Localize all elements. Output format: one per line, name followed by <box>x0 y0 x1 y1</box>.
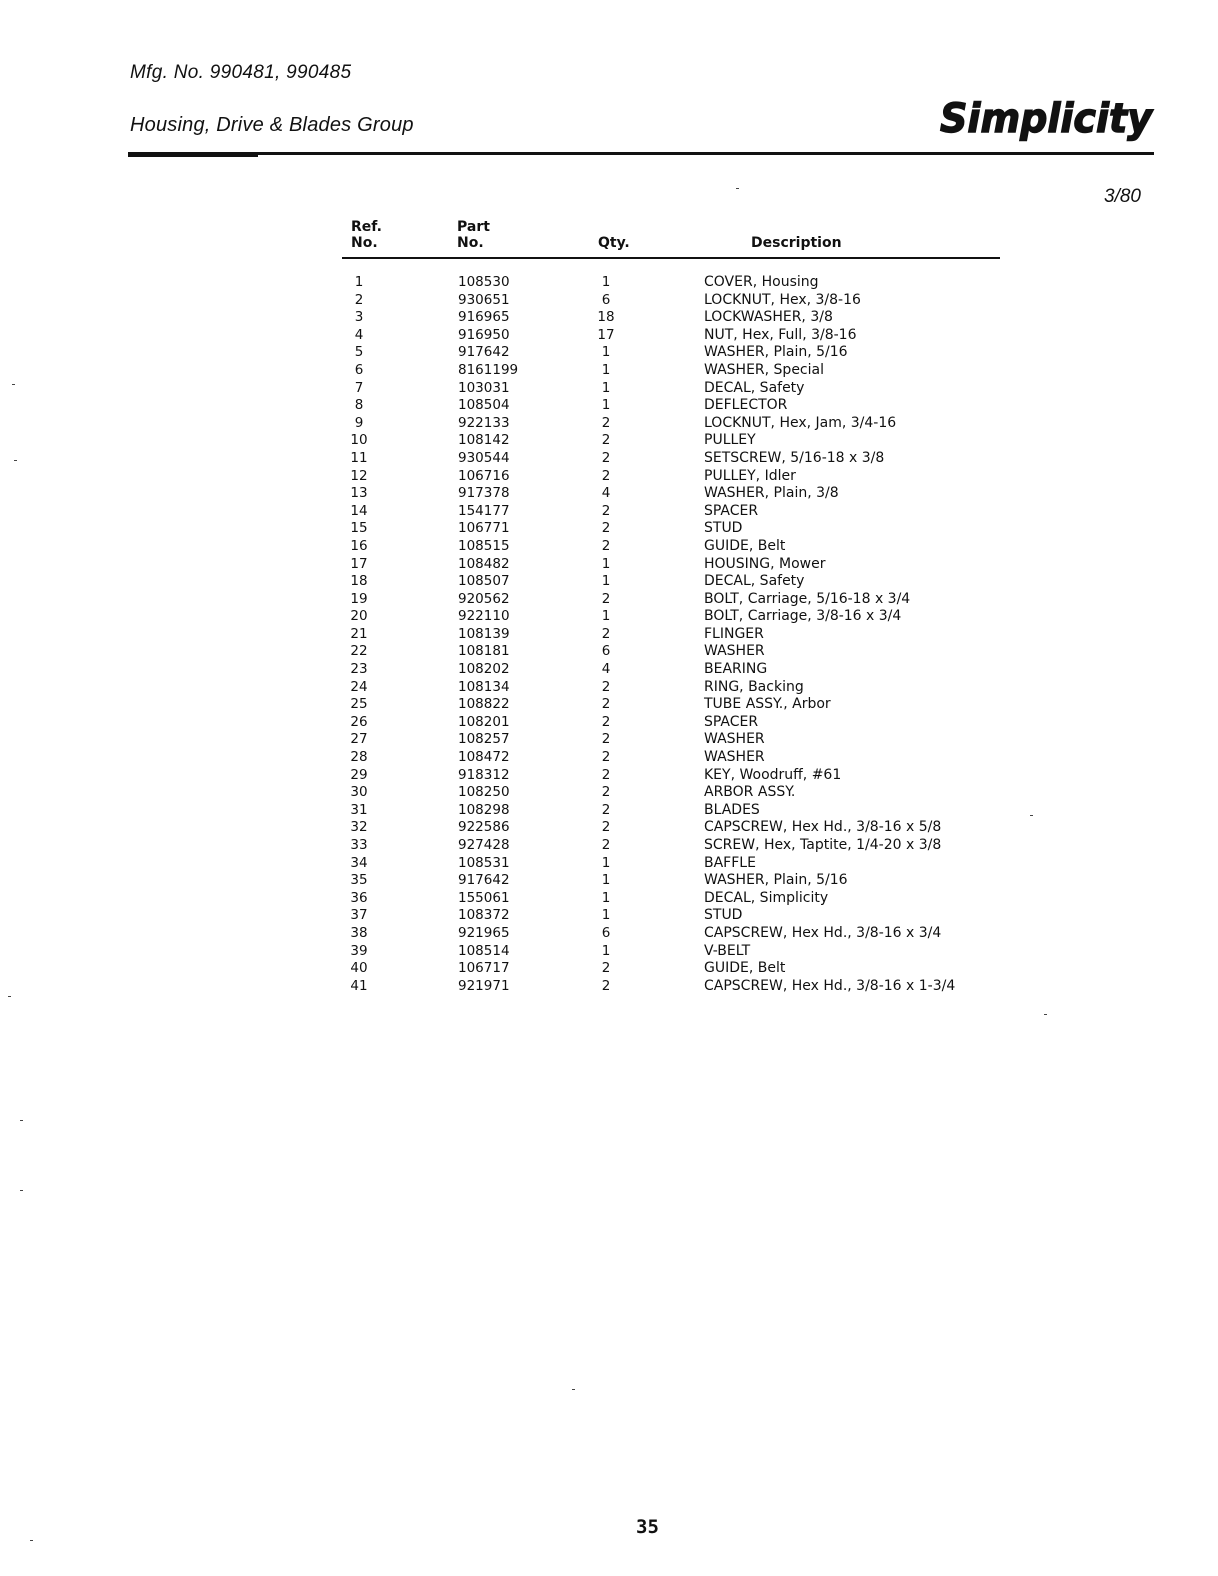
part-number-cell: 917642 <box>458 344 510 361</box>
ref-cell: 36 <box>350 889 368 906</box>
quantity-cell: 18 <box>597 309 615 326</box>
ref-cell: 4 <box>354 326 364 343</box>
quantity-cell: 6 <box>601 643 611 660</box>
scan-speck <box>736 188 739 189</box>
part-number-cell: 8161199 <box>458 361 519 378</box>
revision-date: 3/80 <box>1104 186 1141 207</box>
quantity-cell: 2 <box>601 837 611 853</box>
description-cell: ARBOR ASSY. <box>704 784 796 801</box>
part-number-cell: 916965 <box>458 309 510 326</box>
group-title: Housing, Drive & Blades Group <box>130 114 414 136</box>
table-row <box>342 450 1042 468</box>
column-header-description: Description <box>751 235 842 251</box>
table-row <box>342 538 1042 556</box>
table-row <box>342 344 1042 362</box>
table-row <box>342 837 1042 855</box>
ref-cell: 12 <box>350 467 368 484</box>
description-cell: BAFFLE <box>704 854 756 871</box>
description-cell: BOLT, Carriage, 3/8-16 x 3/4 <box>704 608 902 625</box>
part-number-cell: 921965 <box>458 924 510 941</box>
part-number-cell: 108822 <box>458 696 510 713</box>
part-number-cell: 108530 <box>458 274 510 290</box>
ref-cell: 8 <box>354 397 364 414</box>
table-row <box>342 556 1042 574</box>
description-cell: CAPSCREW, Hex Hd., 3/8-16 x 3/4 <box>704 924 942 941</box>
ref-cell: 39 <box>350 942 368 959</box>
description-cell: SPACER <box>704 713 759 730</box>
table-row <box>342 855 1042 873</box>
quantity-cell: 2 <box>601 801 611 818</box>
ref-cell: 11 <box>350 449 368 466</box>
quantity-cell: 2 <box>601 977 611 994</box>
description-cell: STUD <box>704 907 743 924</box>
description-cell: FLINGER <box>704 625 764 642</box>
description-cell: HOUSING, Mower <box>704 555 826 572</box>
part-number-cell: 108472 <box>458 749 510 766</box>
ref-cell: 3 <box>354 309 364 326</box>
description-cell: DECAL, Safety <box>704 573 805 590</box>
table-row <box>342 468 1042 486</box>
header-rule-accent <box>128 155 258 157</box>
scan-speck <box>12 384 15 385</box>
table-row <box>342 626 1042 644</box>
quantity-cell: 2 <box>601 678 611 695</box>
part-number-cell: 922110 <box>458 608 510 625</box>
ref-cell: 37 <box>350 907 368 924</box>
quantity-cell: 2 <box>601 625 611 642</box>
table-header-rule <box>342 257 1000 259</box>
part-number-cell: 106771 <box>458 520 510 537</box>
description-cell: LOCKWASHER, 3/8 <box>704 309 833 326</box>
description-cell: WASHER, Special <box>704 361 824 378</box>
part-number-cell: 920562 <box>458 590 510 607</box>
ref-cell: 10 <box>350 432 368 449</box>
table-row <box>342 767 1042 785</box>
ref-cell: 22 <box>350 643 368 660</box>
description-cell: RING, Backing <box>704 678 804 695</box>
quantity-cell: 1 <box>601 555 611 572</box>
column-header-ref-line1: Ref. <box>351 219 382 235</box>
ref-cell: 19 <box>350 590 368 607</box>
description-cell: V-BELT <box>704 942 751 959</box>
ref-cell: 41 <box>350 977 368 994</box>
column-header-part-line2: No. <box>457 235 484 251</box>
ref-cell: 28 <box>350 749 368 766</box>
ref-cell: 5 <box>354 344 364 361</box>
part-number-cell: 108515 <box>458 537 510 554</box>
table-row <box>342 643 1042 661</box>
part-number-cell: 108181 <box>458 643 510 660</box>
table-row <box>342 784 1042 802</box>
ref-cell: 21 <box>350 625 368 642</box>
table-row <box>342 520 1042 538</box>
part-number-cell: 108298 <box>458 801 510 818</box>
ref-cell: 1 <box>354 274 364 290</box>
quantity-cell: 6 <box>601 924 611 941</box>
description-cell: SPACER <box>704 502 759 519</box>
quantity-cell: 2 <box>601 696 611 713</box>
ref-cell: 38 <box>350 924 368 941</box>
part-number-cell: 922133 <box>458 414 510 431</box>
quantity-cell: 2 <box>601 520 611 537</box>
quantity-cell: 1 <box>601 573 611 590</box>
column-header-part <box>457 219 490 251</box>
ref-cell: 13 <box>350 485 368 502</box>
table-row <box>342 802 1042 820</box>
description-cell: TUBE ASSY., Arbor <box>704 696 831 713</box>
table-row <box>342 960 1042 978</box>
table-row <box>342 731 1042 749</box>
description-cell: DECAL, Simplicity <box>704 889 829 906</box>
description-cell: WASHER <box>704 731 765 748</box>
table-row <box>342 573 1042 591</box>
part-number-cell: 106716 <box>458 467 510 484</box>
ref-cell: 20 <box>350 608 368 625</box>
description-cell: DEFLECTOR <box>704 397 788 414</box>
ref-cell: 17 <box>350 555 368 572</box>
scan-speck <box>14 460 17 461</box>
table-row <box>342 503 1042 521</box>
part-number-cell: 108202 <box>458 661 510 678</box>
part-number-cell: 927428 <box>458 837 510 853</box>
table-row <box>342 696 1042 714</box>
description-cell: WASHER <box>704 749 765 766</box>
table-row <box>342 714 1042 732</box>
part-number-cell: 108504 <box>458 397 510 414</box>
ref-cell: 2 <box>354 291 364 308</box>
manufacturing-numbers: Mfg. No. 990481, 990485 <box>130 62 352 83</box>
quantity-cell: 2 <box>601 960 611 977</box>
part-number-cell: 103031 <box>458 379 510 396</box>
ref-cell: 30 <box>350 784 368 801</box>
quantity-cell: 1 <box>601 344 611 361</box>
simplicity-logo <box>938 92 1156 142</box>
ref-cell: 29 <box>350 766 368 783</box>
quantity-cell: 1 <box>601 274 611 290</box>
quantity-cell: 2 <box>601 414 611 431</box>
description-cell: CAPSCREW, Hex Hd., 3/8-16 x 1-3/4 <box>704 977 956 994</box>
quantity-cell: 2 <box>601 819 611 836</box>
part-number-cell: 917642 <box>458 872 510 889</box>
part-number-cell: 918312 <box>458 766 510 783</box>
column-header-ref <box>351 219 382 251</box>
quantity-cell: 4 <box>601 485 611 502</box>
scan-speck <box>20 1190 23 1191</box>
quantity-cell: 1 <box>601 872 611 889</box>
ref-cell: 9 <box>354 414 364 431</box>
table-row <box>342 925 1042 943</box>
table-row <box>342 679 1042 697</box>
quantity-cell: 1 <box>601 608 611 625</box>
description-cell: GUIDE, Belt <box>704 537 786 554</box>
table-row <box>342 309 1042 327</box>
table-row <box>342 890 1042 908</box>
description-cell: PULLEY, Idler <box>704 467 796 484</box>
ref-cell: 15 <box>350 520 368 537</box>
part-number-cell: 155061 <box>458 889 510 906</box>
part-number-cell: 108142 <box>458 432 510 449</box>
table-row <box>342 749 1042 767</box>
part-number-cell: 108531 <box>458 854 510 871</box>
part-number-cell: 917378 <box>458 485 510 502</box>
description-cell: SCREW, Hex, Taptite, 1/4-20 x 3/8 <box>704 837 942 853</box>
description-cell: LOCKNUT, Hex, Jam, 3/4-16 <box>704 414 897 431</box>
quantity-cell: 1 <box>601 379 611 396</box>
ref-cell: 32 <box>350 819 368 836</box>
quantity-cell: 1 <box>601 397 611 414</box>
description-cell: NUT, Hex, Full, 3/8-16 <box>704 326 857 343</box>
description-cell: WASHER, Plain, 5/16 <box>704 344 848 361</box>
part-number-cell: 108514 <box>458 942 510 959</box>
part-number-cell: 108482 <box>458 555 510 572</box>
table-row <box>342 819 1042 837</box>
scan-speck <box>572 1389 575 1390</box>
table-row <box>342 591 1042 609</box>
description-cell: BEARING <box>704 661 768 678</box>
description-cell: LOCKNUT, Hex, 3/8-16 <box>704 291 861 308</box>
part-number-cell: 154177 <box>458 502 510 519</box>
quantity-cell: 17 <box>597 326 615 343</box>
part-number-cell: 916950 <box>458 326 510 343</box>
column-header-qty: Qty. <box>598 235 630 251</box>
page-number: 35 <box>636 1516 659 1538</box>
scan-speck <box>30 1540 33 1541</box>
quantity-cell: 1 <box>601 889 611 906</box>
description-cell: WASHER <box>704 643 765 660</box>
description-cell: WASHER, Plain, 5/16 <box>704 872 848 889</box>
description-cell: STUD <box>704 520 743 537</box>
description-cell: SETSCREW, 5/16-18 x 3/8 <box>704 449 885 466</box>
part-number-cell: 106717 <box>458 960 510 977</box>
table-row <box>342 362 1042 380</box>
description-cell: BOLT, Carriage, 5/16-18 x 3/4 <box>704 590 911 607</box>
table-row <box>342 292 1042 310</box>
ref-cell: 26 <box>350 713 368 730</box>
part-number-cell: 930544 <box>458 449 510 466</box>
ref-cell: 31 <box>350 801 368 818</box>
ref-cell: 25 <box>350 696 368 713</box>
ref-cell: 16 <box>350 537 368 554</box>
ref-cell: 35 <box>350 872 368 889</box>
scan-speck <box>20 1120 23 1121</box>
quantity-cell: 2 <box>601 467 611 484</box>
brand-wordmark: Simplicity <box>940 96 1154 142</box>
ref-cell: 33 <box>350 837 368 853</box>
table-row <box>342 907 1042 925</box>
quantity-cell: 2 <box>601 749 611 766</box>
ref-cell: 7 <box>354 379 364 396</box>
quantity-cell: 2 <box>601 713 611 730</box>
parts-list <box>342 274 1042 995</box>
ref-cell: 18 <box>350 573 368 590</box>
part-number-cell: 108134 <box>458 678 510 695</box>
description-cell: PULLEY <box>704 432 756 449</box>
part-number-cell: 922586 <box>458 819 510 836</box>
quantity-cell: 6 <box>601 291 611 308</box>
ref-cell: 34 <box>350 854 368 871</box>
table-row <box>342 978 1042 996</box>
table-row <box>342 397 1042 415</box>
header-rule <box>128 152 1154 155</box>
quantity-cell: 2 <box>601 432 611 449</box>
ref-cell: 6 <box>354 361 364 378</box>
description-cell: COVER, Housing <box>704 274 819 290</box>
quantity-cell: 2 <box>601 766 611 783</box>
quantity-cell: 1 <box>601 854 611 871</box>
ref-cell: 27 <box>350 731 368 748</box>
description-cell: KEY, Woodruff, #61 <box>704 766 842 783</box>
part-number-cell: 108139 <box>458 625 510 642</box>
description-cell: GUIDE, Belt <box>704 960 786 977</box>
part-number-cell: 921971 <box>458 977 510 994</box>
part-number-cell: 108507 <box>458 573 510 590</box>
quantity-cell: 2 <box>601 502 611 519</box>
scan-speck <box>1044 1014 1047 1015</box>
quantity-cell: 2 <box>601 784 611 801</box>
quantity-cell: 1 <box>601 361 611 378</box>
table-row <box>342 380 1042 398</box>
quantity-cell: 4 <box>601 661 611 678</box>
quantity-cell: 1 <box>601 942 611 959</box>
part-number-cell: 108372 <box>458 907 510 924</box>
table-row <box>342 485 1042 503</box>
quantity-cell: 2 <box>601 449 611 466</box>
part-number-cell: 930651 <box>458 291 510 308</box>
ref-cell: 14 <box>350 502 368 519</box>
table-row <box>342 943 1042 961</box>
part-number-cell: 108257 <box>458 731 510 748</box>
table-row <box>342 274 1042 292</box>
description-cell: WASHER, Plain, 3/8 <box>704 485 839 502</box>
ref-cell: 40 <box>350 960 368 977</box>
quantity-cell: 1 <box>601 907 611 924</box>
table-row <box>342 872 1042 890</box>
table-row <box>342 432 1042 450</box>
quantity-cell: 2 <box>601 590 611 607</box>
table-row <box>342 608 1042 626</box>
scan-speck <box>8 996 11 997</box>
table-row <box>342 661 1042 679</box>
description-cell: CAPSCREW, Hex Hd., 3/8-16 x 5/8 <box>704 819 942 836</box>
part-number-cell: 108250 <box>458 784 510 801</box>
column-header-ref-line2: No. <box>351 235 378 251</box>
quantity-cell: 2 <box>601 537 611 554</box>
description-cell: BLADES <box>704 801 760 818</box>
ref-cell: 24 <box>350 678 368 695</box>
description-cell: DECAL, Safety <box>704 379 805 396</box>
column-header-part-line1: Part <box>457 219 490 235</box>
table-row <box>342 415 1042 433</box>
table-row <box>342 327 1042 345</box>
quantity-cell: 2 <box>601 731 611 748</box>
ref-cell: 23 <box>350 661 368 678</box>
part-number-cell: 108201 <box>458 713 510 730</box>
